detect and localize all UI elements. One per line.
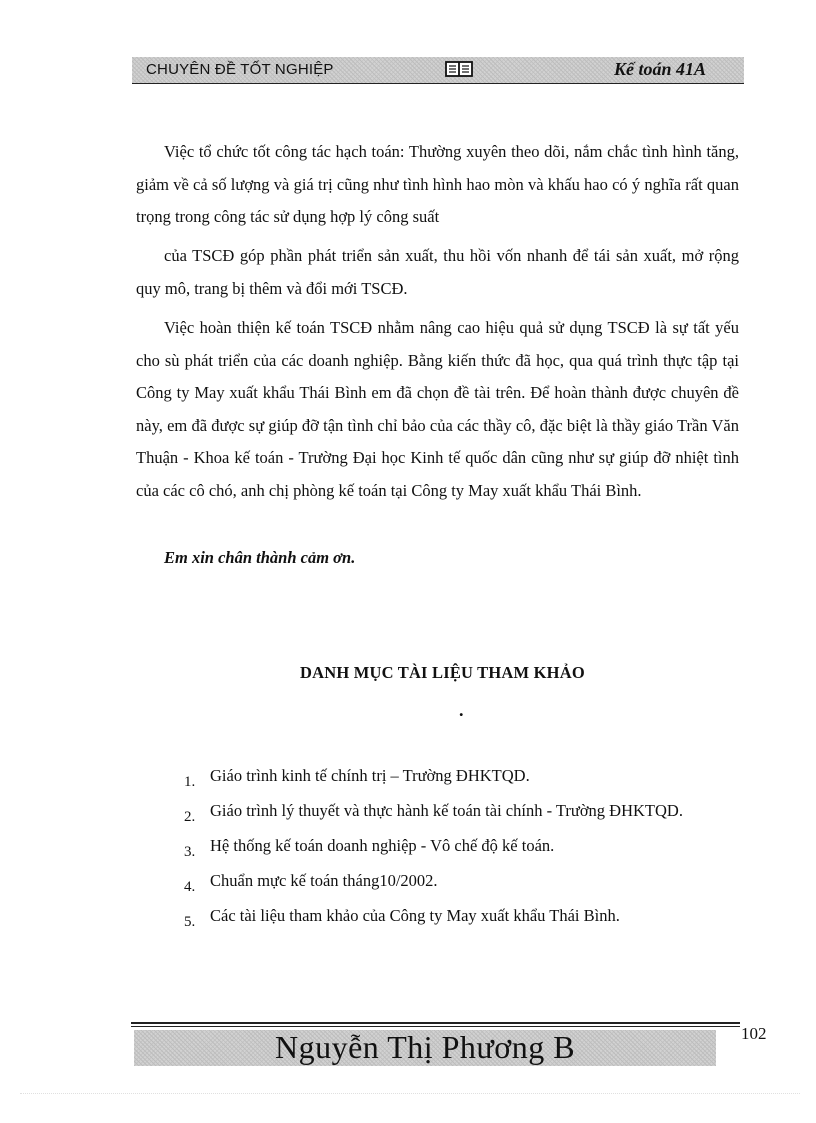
open-book-icon	[445, 60, 473, 78]
reference-item	[184, 833, 739, 858]
reference-number: 5.	[184, 914, 196, 930]
references-dot: .	[459, 700, 464, 720]
reference-item	[184, 763, 739, 788]
reference-item	[184, 868, 739, 893]
reference-text: Các tài liệu tham khảo của Công ty May xuất khẩu Thái Bình.	[210, 906, 620, 925]
reference-text: Hệ thống kế toán doanh nghiệp - Vô chế độ kế toán.	[210, 836, 555, 855]
thanks-line: Em xin chân thành cảm ơn.	[164, 548, 356, 567]
reference-number: 4.	[184, 879, 196, 895]
references-title: DANH MỤC TÀI LIỆU THAM KHẢO	[300, 663, 585, 682]
footer-rule	[131, 1022, 740, 1024]
reference-item	[184, 798, 739, 823]
header-class-label: Kế toán 41A	[613, 59, 706, 79]
reference-item	[184, 903, 739, 928]
body-paragraph: Việc hoàn thiện kế toán TSCĐ nhằm nâng cao hiệu quả sử dụng TSCĐ là sự tất yếu cho sù phát triển của các doanh nghiệp. Bằng kiến thức đã học, qua quá trình thực tập tại Công ty May xuất khẩu Thái Bình em đã chọn đề tài trên. Để hoàn thành được chuyên đề này, em đã được sự giúp đỡ tận tình chỉ bảo của các thầy cô, đặc biệt là thầy giáo Trần Văn Thuận - Khoa kế toán - Trường Đại học Kinh tế quốc dân cũng như sự giúp đỡ nhiệt tình của các cô chó, anh chị phòng kế toán tại Công ty May xuất khẩu Thái Bình.	[136, 318, 739, 500]
reference-number: 1.	[184, 774, 196, 790]
reference-text: Giáo trình lý thuyết và thực hành kế toán tài chính - Trường ĐHKTQD.	[210, 801, 683, 820]
footer-rule	[131, 1026, 740, 1027]
reference-text: Chuẩn mực kế toán tháng10/2002.	[210, 871, 438, 890]
page-edge-divider	[20, 1093, 800, 1094]
body-paragraph: Việc tổ chức tốt công tác hạch toán: Thường xuyên theo dõi, nắm chắc tình hình tăng, giảm về cả số lượng và giá trị cũng như tình hình hao mòn và khấu hao có ý nghĩa rất quan trọng trong công tác sử dụng hợp lý công suất	[136, 142, 739, 226]
reference-number: 3.	[184, 844, 196, 860]
reference-number: 2.	[184, 809, 196, 825]
page-header	[132, 57, 744, 84]
page-number: 102	[741, 1024, 767, 1043]
header-title: CHUYÊN ĐỀ TỐT NGHIỆP	[146, 61, 334, 78]
footer-band	[134, 1030, 716, 1066]
footer-author: Nguyễn Thị Phương B	[274, 1029, 576, 1065]
body-paragraph: của TSCĐ góp phần phát triển sản xuất, thu hồi vốn nhanh để tái sản xuất, mở rộng quy mô, trang bị thêm và đổi mới TSCĐ.	[136, 246, 739, 298]
references-list	[184, 763, 739, 938]
reference-text: Giáo trình kinh tế chính trị – Trường ĐHKTQD.	[210, 766, 530, 785]
